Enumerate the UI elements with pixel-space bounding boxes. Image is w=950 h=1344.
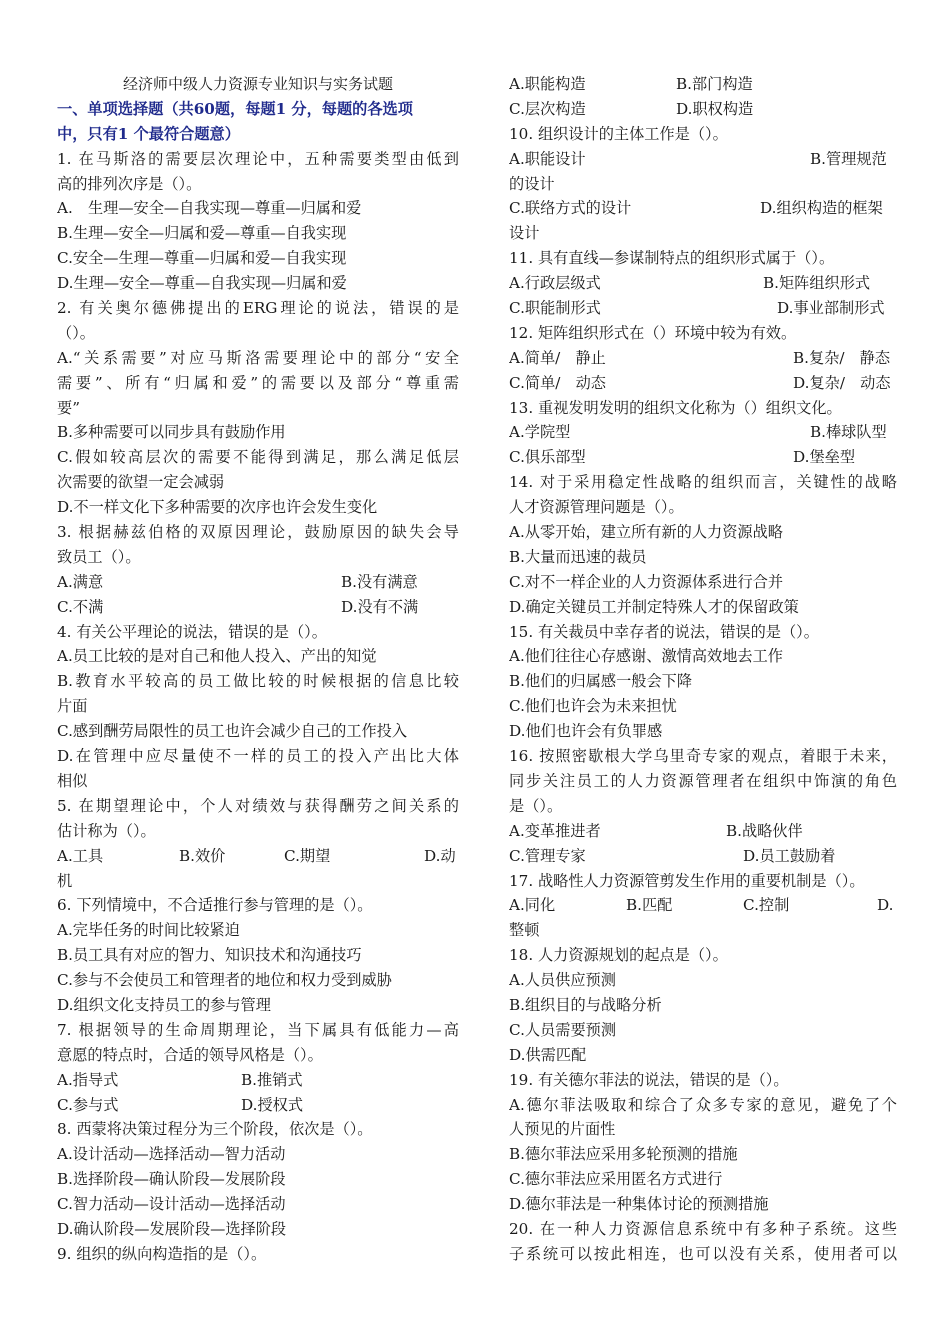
text-line: A.从零开始，建立所有新的人力资源战略 <box>509 523 783 542</box>
text-line: 估计称为（）。 <box>57 821 156 840</box>
option-row <box>509 271 897 296</box>
option-row <box>57 1068 459 1093</box>
text-line: 8. 西蒙将决策过程分为三个阶段，依次是（）。 <box>57 1120 373 1139</box>
option-text: A.同化 <box>509 896 556 915</box>
option-text: C.不满 <box>57 597 104 616</box>
text-line: 意愿的特点时，合适的领导风格是（）。 <box>57 1045 323 1064</box>
text-line: D.德尔菲法是一种集体讨论的预测措施 <box>509 1195 769 1214</box>
option-text: D.组织构造的框架 <box>760 199 883 218</box>
option-text: A.指导式 <box>57 1070 119 1089</box>
left-column <box>57 72 459 1267</box>
text-line: 要” <box>57 398 80 417</box>
text-line: C.他们也许会为未来担忧 <box>509 697 677 716</box>
text-line: D.他们也许会有负罪感 <box>509 722 663 741</box>
text-line: A.“关系需要”对应马斯洛需要理论中的部分“安全 <box>57 348 459 367</box>
text-line: A. 生理—安全—自我实现—尊重—归属和爱 <box>57 199 362 218</box>
option-row <box>509 147 897 172</box>
option-text: C.管理专家 <box>509 846 586 865</box>
option-text: A.职能设计 <box>509 149 586 168</box>
text-line: D.生理—安全—尊重—自我实现—归属和爱 <box>57 274 347 293</box>
text-line: D.供需匹配 <box>509 1045 587 1064</box>
text-line: （）。 <box>57 323 95 342</box>
option-text: C.简单/ 动态 <box>509 373 606 392</box>
text-line: B.他们的归属感一般会下降 <box>509 672 693 691</box>
option-text: A.行政层级式 <box>509 274 601 293</box>
option-text: B.战略伙伴 <box>726 821 803 840</box>
text-line: A.他们往往心存感谢、激情高效地去工作 <box>509 647 783 666</box>
text-line: D.组织文化支持员工的参与管理 <box>57 995 271 1014</box>
text-line: 高的排列次序是（）。 <box>57 174 202 193</box>
text-line: 片面 <box>57 697 88 716</box>
option-text: B.棒球队型 <box>810 423 887 442</box>
text-line: B.多种需要可以同步具有鼓励作用 <box>57 423 286 442</box>
option-text: B.匹配 <box>626 896 673 915</box>
text-line: 13. 重视发明发明的组织文化称为（）组织文化。 <box>509 398 842 417</box>
option-row <box>509 893 897 918</box>
option-text: A.满意 <box>57 572 104 591</box>
text-line: 的设计 <box>509 174 555 193</box>
text-line: A.员工比较的是对自己和他人投入、产出的知觉 <box>57 647 377 666</box>
option-text: A.职能构造 <box>509 75 586 93</box>
text-line: 12. 矩阵组织形式在（）环境中较为有效。 <box>509 323 797 342</box>
option-row <box>57 595 459 620</box>
option-text: D. <box>877 896 894 915</box>
text-line: D.确定关键员工并制定特殊人才的保留政策 <box>509 597 799 616</box>
right-question-lines <box>509 72 897 1267</box>
option-text: C.联络方式的设计 <box>509 199 632 218</box>
text-line: B.选择阶段—确认阶段—发展阶段 <box>57 1170 286 1189</box>
text-line: C.参与不会使员工和管理者的地位和权力受到威胁 <box>57 971 392 990</box>
option-text: B.部门构造 <box>676 75 753 93</box>
text-line: C.德尔菲法应采用匿名方式进行 <box>509 1170 723 1189</box>
option-row <box>57 844 459 869</box>
document-title: 经济师中级人力资源专业知识与实务试题 <box>122 75 393 93</box>
text-line: C.安全—生理—尊重—归属和爱—自我实现 <box>57 249 347 268</box>
option-text: B.复杂/ 静态 <box>793 348 891 367</box>
text-line: 18. 人力资源规划的起点是（）。 <box>509 946 728 965</box>
text-line: C.感到酬劳局限性的员工也许会减少自己的工作投入 <box>57 722 408 741</box>
text-line: 设计 <box>509 224 540 243</box>
text-line: 人预见的片面性 <box>509 1120 616 1139</box>
text-line: 14. 对于采用稳定性战略的组织而言，关键性的战略 <box>509 473 897 492</box>
text-line: 同步关注员工的人力资源管理者在组织中饰演的角色 <box>509 771 897 790</box>
option-text: D.员工鼓励着 <box>743 846 836 865</box>
text-line: 17. 战略性人力资源管剪发生作用的重要机制是（）。 <box>509 871 865 890</box>
option-text: D.动 <box>424 846 456 865</box>
text-line: 15. 有关裁员中幸存者的说法，错误的是（）。 <box>509 622 819 641</box>
option-row <box>57 570 459 595</box>
option-text: C.参与式 <box>57 1095 119 1114</box>
text-line: 2. 有关奥尔德佛提出的ERG理论的说法，错误的是 <box>57 299 459 318</box>
option-text: C.层次构造 <box>509 99 586 118</box>
option-text: C.俱乐部型 <box>509 448 586 467</box>
text-line: 1. 在马斯洛的需要层次理论中，五种需要类型由低到 <box>57 149 459 168</box>
option-text: D.授权式 <box>241 1095 304 1114</box>
option-row <box>509 844 897 869</box>
text-line: D.在管理中应尽量使不一样的员工的投入产出比大体 <box>57 747 459 766</box>
right-column <box>509 72 897 1267</box>
text-line: 是（）。 <box>509 796 563 815</box>
text-line: 整顿 <box>509 921 540 940</box>
text-line: B.大量而迅速的裁员 <box>509 547 647 566</box>
section-heading-cont: 中，只有1 个最符合题意） <box>57 124 240 143</box>
text-line: 6. 下列情境中，不合适推行参与管理的是（）。 <box>57 896 373 915</box>
text-line: 子系统可以按此相连，也可以没有关系，使用者可以 <box>509 1244 897 1263</box>
option-row <box>509 420 897 445</box>
text-line: B.员工具有对应的智力、知识技术和沟通技巧 <box>57 946 362 965</box>
option-text: D.堡垒型 <box>793 448 856 467</box>
text-line: 20. 在一种人力资源信息系统中有多种子系统。这些 <box>509 1219 897 1238</box>
text-line: D.不一样文化下多种需要的次序也许会发生变化 <box>57 498 378 517</box>
text-line: 人才资源管理问题是（）。 <box>509 498 684 517</box>
option-text: C.职能制形式 <box>509 299 601 318</box>
text-line: 4. 有关公平理论的说法，错误的是（）。 <box>57 622 327 641</box>
option-text: D.事业部制形式 <box>777 299 885 318</box>
section-heading: 一、单项选择题（共60题，每题1 分，每题的各选项 <box>57 99 413 118</box>
option-text: B.效价 <box>179 846 226 865</box>
text-line: 10. 组织设计的主体工作是（）。 <box>509 124 728 143</box>
left-question-lines <box>57 147 459 1267</box>
text-line: 7. 根据领导的生命周期理论，当下属具有低能力—高 <box>57 1020 459 1039</box>
option-text: C.期望 <box>284 846 331 865</box>
option-row <box>509 371 897 396</box>
text-line: C.智力活动—设计活动—选择活动 <box>57 1195 286 1214</box>
text-line: 3. 根据赫兹伯格的双原因理论，鼓励原因的缺失会导 <box>57 523 459 542</box>
option-text: A.变革推进者 <box>509 821 601 840</box>
text-line: B.德尔菲法应采用多轮预测的措施 <box>509 1145 738 1164</box>
option-text: D.复杂/ 动态 <box>793 373 891 392</box>
text-line: 次需要的欲望一定会减弱 <box>57 473 225 492</box>
text-line: A.完毕任务的时间比较紧迫 <box>57 921 240 940</box>
option-text: D.职权构造 <box>676 99 754 118</box>
option-row <box>509 445 897 470</box>
text-line: 19. 有关德尔菲法的说法，错误的是（）。 <box>509 1070 789 1089</box>
option-text: B.没有满意 <box>341 572 418 591</box>
text-line: 机 <box>57 871 73 890</box>
option-text: B.矩阵组织形式 <box>763 274 871 293</box>
option-text: C.控制 <box>743 896 790 915</box>
option-row <box>509 296 897 321</box>
text-line: C.假如较高层次的需要不能得到满足，那么满足低层 <box>57 448 459 467</box>
text-line: 5. 在期望理论中，个人对绩效与获得酬劳之间关系的 <box>57 796 459 815</box>
option-text: A.工具 <box>57 846 104 865</box>
option-row <box>509 196 897 221</box>
option-row <box>509 819 897 844</box>
option-row <box>509 72 897 97</box>
text-line: 16. 按照密歇根大学乌里奇专家的观点，着眼于未来， <box>509 747 897 766</box>
option-row <box>509 97 897 122</box>
text-line: B.生理—安全—归属和爱—尊重—自我实现 <box>57 224 347 243</box>
text-line: A.人员供应预测 <box>509 971 616 990</box>
text-line: 相似 <box>57 771 88 790</box>
option-text: D.没有不满 <box>341 597 419 616</box>
text-line: B.教育水平较高的员工做比较的时候根据的信息比较 <box>57 672 459 691</box>
option-row <box>57 1093 459 1118</box>
text-line: 11. 具有直线—参谋制特点的组织形式属于（）。 <box>509 249 835 268</box>
option-text: A.简单/ 静止 <box>509 348 606 367</box>
text-line: 9. 组织的纵向构造指的是（）。 <box>57 1244 267 1263</box>
text-line: A.设计活动—选择活动—智力活动 <box>57 1145 286 1164</box>
text-line: C.对不一样企业的人力资源体系进行合并 <box>509 572 784 591</box>
text-line: 致员工（）。 <box>57 547 141 566</box>
text-line: C.人员需要预测 <box>509 1020 617 1039</box>
text-line: A.德尔菲法吸取和综合了众多专家的意见，避免了个 <box>509 1095 897 1114</box>
text-line: 需要”、所有“归属和爱”的需要以及部分“尊重需 <box>57 373 459 392</box>
option-row <box>509 346 897 371</box>
text-line: D.确认阶段—发展阶段—选择阶段 <box>57 1219 287 1238</box>
option-text: B.推销式 <box>241 1070 303 1089</box>
text-line: B.组织目的与战略分析 <box>509 995 662 1014</box>
option-text: B.管理规范 <box>810 149 887 168</box>
option-text: A.学院型 <box>509 423 571 442</box>
